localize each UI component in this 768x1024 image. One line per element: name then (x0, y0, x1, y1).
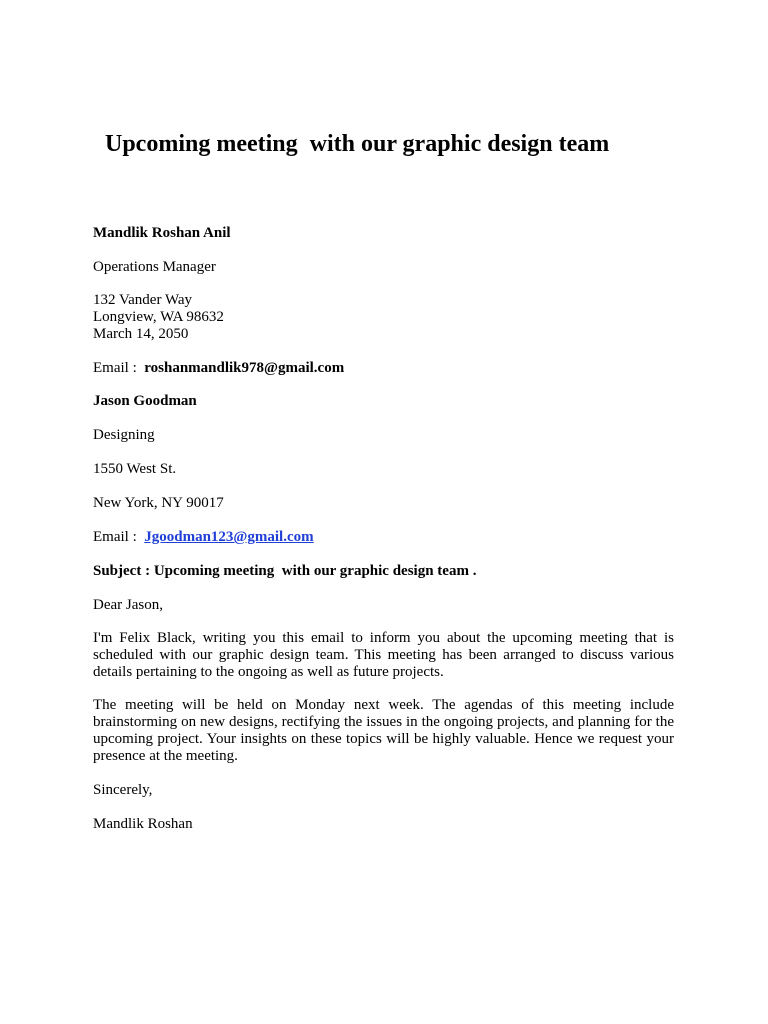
page-title: Upcoming meeting with our graphic design team (105, 131, 610, 157)
sender-name: Mandlik Roshan Anil (93, 225, 231, 241)
recipient-address-line1: 1550 West St. (93, 461, 177, 477)
sender-address-line2: Longview, WA 98632 (93, 309, 224, 325)
recipient-email-line (93, 529, 674, 546)
recipient-address-line2: New York, NY 90017 (93, 495, 224, 511)
sender-email: roshanmandlik978@gmail.com (144, 360, 345, 376)
salutation: Dear Jason, (93, 597, 163, 613)
body-paragraph-1: I'm Felix Black, writing you this email to inform you about the upcoming meeting that is scheduled with our graphic design team. This meeting has been arranged to discuss various details pertaining to the ongoing as well as future projects. (93, 630, 674, 680)
recipient-department: Designing (93, 427, 155, 443)
recipient-email-label: Email : (93, 529, 141, 545)
recipient-name: Jason Goodman (93, 393, 197, 409)
body-paragraph-2: The meeting will be held on Monday next week. The agendas of this meeting include brainstorming on new designs, rectifying the issues in the ongoing projects, and planning for the upcoming project. Your insights on these topics will be highly valuable. Hence we request your presence at the meeting. (93, 697, 674, 764)
signature: Mandlik Roshan (93, 816, 193, 832)
letter-date: March 14, 2050 (93, 326, 189, 342)
sender-email-line (93, 360, 674, 377)
sender-address-line1: 132 Vander Way (93, 292, 193, 308)
sender-email-label: Email : (93, 360, 141, 376)
subject-line: Subject : Upcoming meeting with our graphic design team . (93, 563, 477, 579)
sender-role: Operations Manager (93, 259, 216, 275)
recipient-email-link[interactable]: Jgoodman123@gmail.com (144, 529, 314, 545)
sender-address (93, 292, 674, 343)
closing: Sincerely, (93, 782, 153, 798)
